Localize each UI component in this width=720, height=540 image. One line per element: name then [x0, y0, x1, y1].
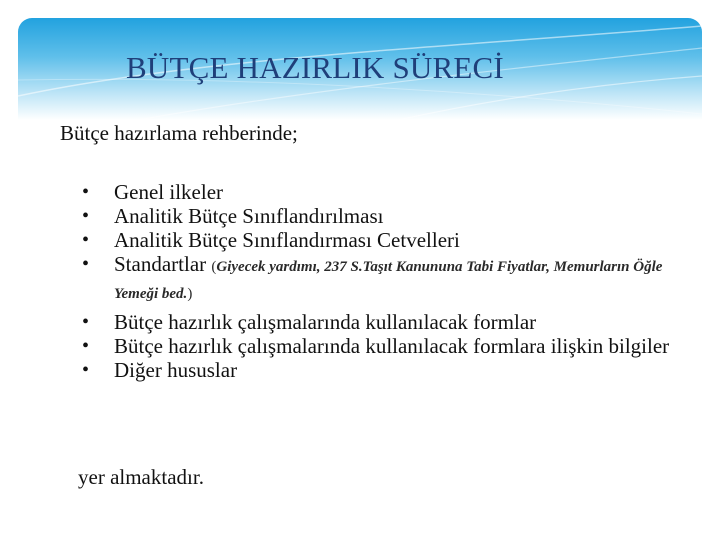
- list-item-text: Standartlar: [114, 252, 207, 276]
- list-item: [82, 204, 692, 228]
- list-item-text: Bütçe hazırlık çalışmalarında kullanılacak formlara ilişkin bilgiler: [114, 334, 670, 358]
- list-item-text: Analitik Bütçe Sınıflandırması Cetvelleri: [114, 228, 460, 252]
- bullet-list: [82, 180, 692, 382]
- bullet-dot: •: [82, 253, 90, 275]
- bullet-dot: •: [82, 311, 90, 333]
- list-item: [82, 310, 692, 334]
- bullet-dot: •: [82, 181, 90, 203]
- bullet-dot: •: [82, 229, 90, 251]
- list-item-text: Diğer hususlar: [114, 358, 238, 382]
- list-item-text: Bütçe hazırlık çalışmalarında kullanılacak formlar: [114, 310, 537, 334]
- list-item: [82, 180, 692, 204]
- list-item: [82, 228, 692, 252]
- bullet-dot: •: [82, 335, 90, 357]
- bullet-dot: •: [82, 205, 90, 227]
- list-item: [82, 358, 692, 382]
- list-item: [82, 252, 692, 306]
- note-open-paren: (: [211, 259, 217, 275]
- bullet-dot: •: [82, 359, 90, 381]
- slide-title: BÜTÇE HAZIRLIK SÜRECİ: [126, 50, 504, 85]
- note-close-paren: ): [187, 286, 193, 302]
- note-text: Giyecek yardımı, 237 S.Taşıt Kanununa Tabi Fiyatlar, Memurların Öğle Yemeği bed.: [114, 259, 663, 302]
- intro-text: Bütçe hazırlama rehberinde;: [60, 121, 298, 145]
- closing-text: yer almaktadır.: [78, 465, 204, 489]
- list-item-text: Genel ilkeler: [114, 180, 224, 204]
- list-item: [82, 334, 692, 358]
- list-item-text: Analitik Bütçe Sınıflandırılması: [114, 204, 384, 228]
